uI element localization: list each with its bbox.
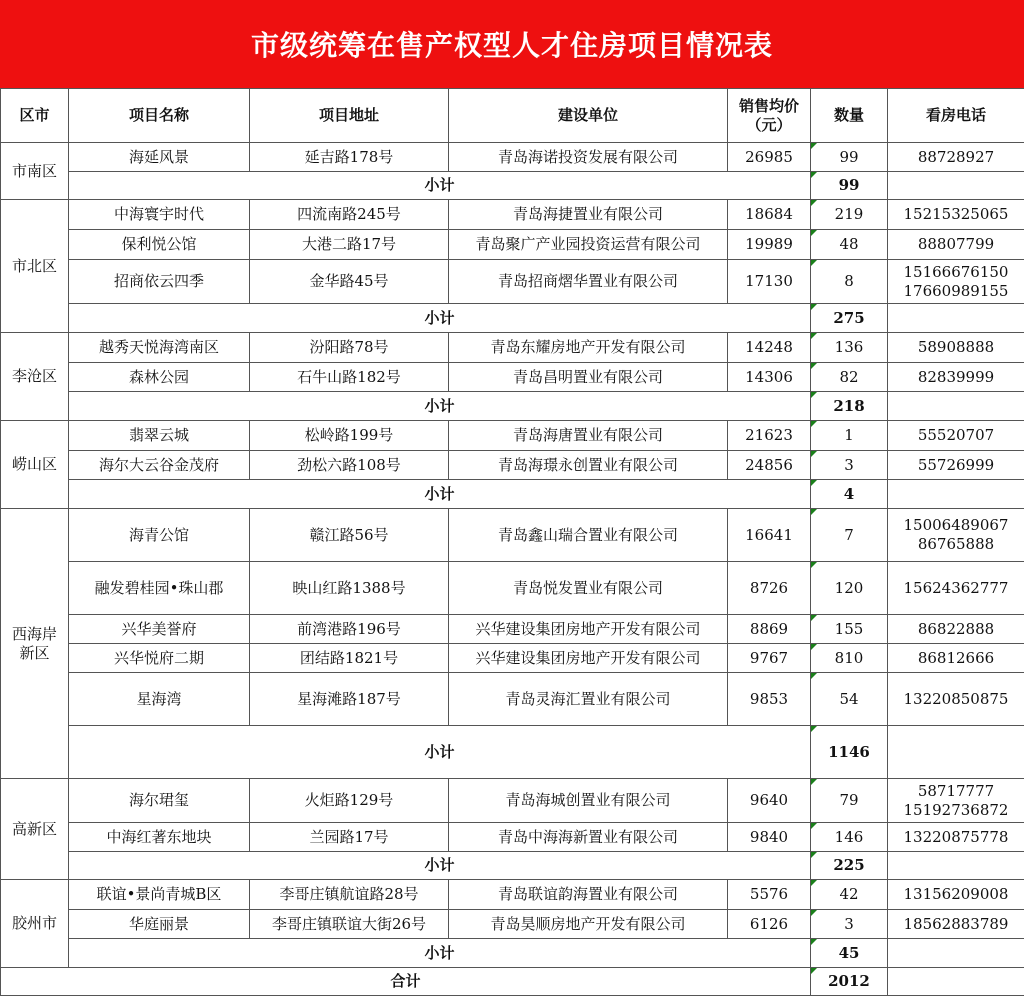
table-row (1, 143, 1024, 172)
project-address: 前湾港路196号 (250, 615, 449, 644)
table-row (1, 363, 1024, 392)
project-name: 华庭丽景 (69, 910, 250, 939)
project-address: 延吉路178号 (250, 143, 449, 172)
phone-number: 13220850875 (903, 689, 1009, 708)
subtotal-row (1, 304, 1024, 333)
subtotal-phone-empty (888, 304, 1024, 333)
phone-cell (888, 644, 1024, 673)
district-name-line: 新区 (19, 643, 50, 662)
phone-number: 13156209008 (903, 885, 1009, 903)
district-cell: 崂山区 (1, 421, 69, 509)
developer: 青岛海捷置业有限公司 (449, 200, 728, 230)
col-header-address: 项目地址 (250, 89, 449, 143)
developer: 青岛灵海汇置业有限公司 (449, 673, 728, 726)
quantity: 3 (811, 910, 888, 939)
table-row (1, 779, 1024, 823)
avg-price: 9640 (728, 779, 811, 823)
subtotal-label: 小计 (69, 392, 811, 421)
subtotal-phone-empty (888, 939, 1024, 968)
project-name: 森林公园 (69, 363, 250, 392)
phone-number: 88728927 (917, 147, 995, 166)
project-name: 海尔珺玺 (69, 779, 250, 823)
project-name: 招商依云四季 (69, 260, 250, 304)
subtotal-label: 小计 (69, 304, 811, 333)
subtotal-label: 小计 (69, 480, 811, 509)
subtotal-value: 45 (811, 939, 888, 968)
project-name: 兴华美誉府 (69, 615, 250, 644)
quantity: 1 (811, 421, 888, 451)
project-address: 金华路45号 (250, 260, 449, 304)
col-header-district: 区市 (1, 89, 69, 143)
quantity: 810 (811, 644, 888, 673)
developer: 青岛昌明置业有限公司 (449, 363, 728, 392)
subtotal-label: 小计 (69, 939, 811, 968)
table-row (1, 910, 1024, 939)
phone-number: 15006489067 (903, 516, 1009, 534)
price-header-line1: 销售均价 (738, 96, 799, 115)
col-header-phone: 看房电话 (888, 89, 1024, 143)
table-row (1, 509, 1024, 562)
project-name: 中海红著东地块 (69, 823, 250, 852)
subtotal-label: 小计 (69, 172, 811, 200)
project-address: 石牛山路182号 (250, 363, 449, 392)
avg-price: 9767 (728, 644, 811, 673)
phone-number: 58717777 (917, 781, 995, 800)
phone-cell (888, 333, 1024, 363)
project-address: 李哥庄镇联谊大街26号 (250, 910, 449, 939)
phone-number: 13220875778 (903, 827, 1009, 846)
subtotal-phone-empty (888, 392, 1024, 421)
quantity: 3 (811, 451, 888, 480)
table-row (1, 421, 1024, 451)
avg-price: 14248 (728, 333, 811, 363)
developer: 青岛昊顺房地产开发有限公司 (449, 910, 728, 939)
subtotal-row (1, 480, 1024, 509)
subtotal-phone-empty (888, 852, 1024, 880)
avg-price: 26985 (728, 143, 811, 172)
project-name: 保利悦公馆 (69, 230, 250, 260)
project-address: 汾阳路78号 (250, 333, 449, 363)
quantity: 42 (811, 880, 888, 910)
avg-price: 6126 (728, 910, 811, 939)
phone-cell (888, 230, 1024, 260)
phone-number: 86812666 (917, 648, 995, 667)
quantity: 99 (811, 143, 888, 172)
project-address: 兰园路17号 (250, 823, 449, 852)
developer: 青岛中海海新置业有限公司 (449, 823, 728, 852)
developer: 青岛海诺投资发展有限公司 (449, 143, 728, 172)
grand-total-row (1, 968, 1024, 996)
page-title: 市级统筹在售产权型人才住房项目情况表 (0, 0, 1024, 88)
table-row (1, 880, 1024, 910)
avg-price: 5576 (728, 880, 811, 910)
subtotal-phone-empty (888, 726, 1024, 779)
phone-number: 15215325065 (903, 205, 1009, 223)
subtotal-value: 4 (811, 480, 888, 509)
phone-cell (888, 260, 1024, 304)
subtotal-value: 1146 (811, 726, 888, 779)
quantity: 82 (811, 363, 888, 392)
developer: 青岛海璟永创置业有限公司 (449, 451, 728, 480)
project-address: 火炬路129号 (250, 779, 449, 823)
phone-number: 82839999 (917, 367, 995, 386)
quantity: 79 (811, 779, 888, 823)
project-name: 海延风景 (69, 143, 250, 172)
phone-cell (888, 823, 1024, 852)
quantity: 219 (811, 200, 888, 230)
avg-price: 8869 (728, 615, 811, 644)
col-header-qty: 数量 (811, 89, 888, 143)
phone-cell (888, 509, 1024, 562)
phone-cell (888, 779, 1024, 823)
project-name: 翡翠云城 (69, 421, 250, 451)
phone-cell (888, 451, 1024, 480)
project-name: 中海寰宇时代 (69, 200, 250, 230)
quantity: 146 (811, 823, 888, 852)
avg-price: 18684 (728, 200, 811, 230)
project-name: 联谊•景尚青城B区 (69, 880, 250, 910)
col-header-developer: 建设单位 (449, 89, 728, 143)
quantity: 48 (811, 230, 888, 260)
phone-number: 58908888 (917, 338, 995, 356)
district-cell: 市南区 (1, 143, 69, 200)
quantity: 155 (811, 615, 888, 644)
project-address: 松岭路199号 (250, 421, 449, 451)
project-address: 大港二路17号 (250, 230, 449, 260)
quantity: 54 (811, 673, 888, 726)
avg-price: 14306 (728, 363, 811, 392)
avg-price: 8726 (728, 562, 811, 615)
district-cell: 市北区 (1, 200, 69, 333)
col-header-name: 项目名称 (69, 89, 250, 143)
subtotal-value: 275 (811, 304, 888, 333)
phone-number: 88807799 (917, 235, 995, 253)
project-address: 赣江路56号 (250, 509, 449, 562)
quantity: 120 (811, 562, 888, 615)
district-cell: 高新区 (1, 779, 69, 880)
phone-number: 15166676150 (903, 262, 1009, 281)
developer: 青岛海城创置业有限公司 (449, 779, 728, 823)
phone-cell (888, 562, 1024, 615)
project-name: 星海湾 (69, 673, 250, 726)
phone-cell (888, 615, 1024, 644)
phone-number: 15192736872 (903, 800, 1009, 819)
project-name: 越秀天悦海湾南区 (69, 333, 250, 363)
subtotal-row (1, 392, 1024, 421)
avg-price: 9853 (728, 673, 811, 726)
table-row (1, 644, 1024, 673)
avg-price: 9840 (728, 823, 811, 852)
grand-total-value: 2012 (811, 968, 888, 996)
project-name: 兴华悦府二期 (69, 644, 250, 673)
district-name-line: 西海岸 (11, 624, 57, 643)
developer: 青岛聚广产业园投资运营有限公司 (449, 230, 728, 260)
avg-price: 21623 (728, 421, 811, 451)
col-header-price (728, 89, 811, 143)
project-address: 李哥庄镇航谊路28号 (250, 880, 449, 910)
subtotal-label: 小计 (69, 852, 811, 880)
district-cell: 胶州市 (1, 880, 69, 968)
phone-number: 15624362777 (903, 578, 1009, 597)
grand-total-phone-empty (888, 968, 1024, 996)
project-address: 星海滩路187号 (250, 673, 449, 726)
phone-number: 86765888 (917, 535, 995, 553)
subtotal-row (1, 172, 1024, 200)
quantity: 8 (811, 260, 888, 304)
phone-number: 86822888 (917, 619, 995, 638)
price-header-line2: （元） (746, 115, 792, 134)
phone-cell (888, 143, 1024, 172)
table-row (1, 200, 1024, 230)
project-name: 融发碧桂园•珠山郡 (69, 562, 250, 615)
district-cell (1, 509, 69, 779)
developer: 青岛悦发置业有限公司 (449, 562, 728, 615)
housing-projects-table (0, 88, 1024, 996)
table-row (1, 823, 1024, 852)
table-row (1, 615, 1024, 644)
subtotal-label: 小计 (69, 726, 811, 779)
phone-number: 55726999 (917, 455, 995, 474)
project-address: 团结路1821号 (250, 644, 449, 673)
phone-cell (888, 910, 1024, 939)
project-name: 海青公馆 (69, 509, 250, 562)
developer: 兴华建设集团房地产开发有限公司 (449, 615, 728, 644)
phone-cell (888, 200, 1024, 230)
subtotal-row (1, 726, 1024, 779)
phone-cell (888, 880, 1024, 910)
subtotal-phone-empty (888, 172, 1024, 200)
phone-number: 17660989155 (903, 281, 1009, 300)
quantity: 136 (811, 333, 888, 363)
header-row (1, 89, 1024, 143)
table-row (1, 333, 1024, 363)
developer: 青岛招商熠华置业有限公司 (449, 260, 728, 304)
table-row (1, 260, 1024, 304)
table-row (1, 673, 1024, 726)
avg-price: 16641 (728, 509, 811, 562)
table-row (1, 562, 1024, 615)
phone-cell (888, 673, 1024, 726)
subtotal-row (1, 939, 1024, 968)
table-row (1, 451, 1024, 480)
avg-price: 24856 (728, 451, 811, 480)
phone-cell (888, 421, 1024, 451)
subtotal-row (1, 852, 1024, 880)
quantity: 7 (811, 509, 888, 562)
developer: 青岛鑫山瑞合置业有限公司 (449, 509, 728, 562)
district-cell: 李沧区 (1, 333, 69, 421)
avg-price: 17130 (728, 260, 811, 304)
developer: 青岛联谊韵海置业有限公司 (449, 880, 728, 910)
subtotal-phone-empty (888, 480, 1024, 509)
grand-total-label: 合计 (1, 968, 811, 996)
table-row (1, 230, 1024, 260)
project-address: 映山红路1388号 (250, 562, 449, 615)
subtotal-value: 225 (811, 852, 888, 880)
project-name: 海尔大云谷金茂府 (69, 451, 250, 480)
phone-number: 55520707 (917, 426, 995, 444)
phone-cell (888, 363, 1024, 392)
subtotal-value: 99 (811, 172, 888, 200)
developer: 青岛海唐置业有限公司 (449, 421, 728, 451)
developer: 兴华建设集团房地产开发有限公司 (449, 644, 728, 673)
project-address: 劲松六路108号 (250, 451, 449, 480)
avg-price: 19989 (728, 230, 811, 260)
subtotal-value: 218 (811, 392, 888, 421)
phone-number: 18562883789 (903, 914, 1009, 933)
developer: 青岛东耀房地产开发有限公司 (449, 333, 728, 363)
project-address: 四流南路245号 (250, 200, 449, 230)
